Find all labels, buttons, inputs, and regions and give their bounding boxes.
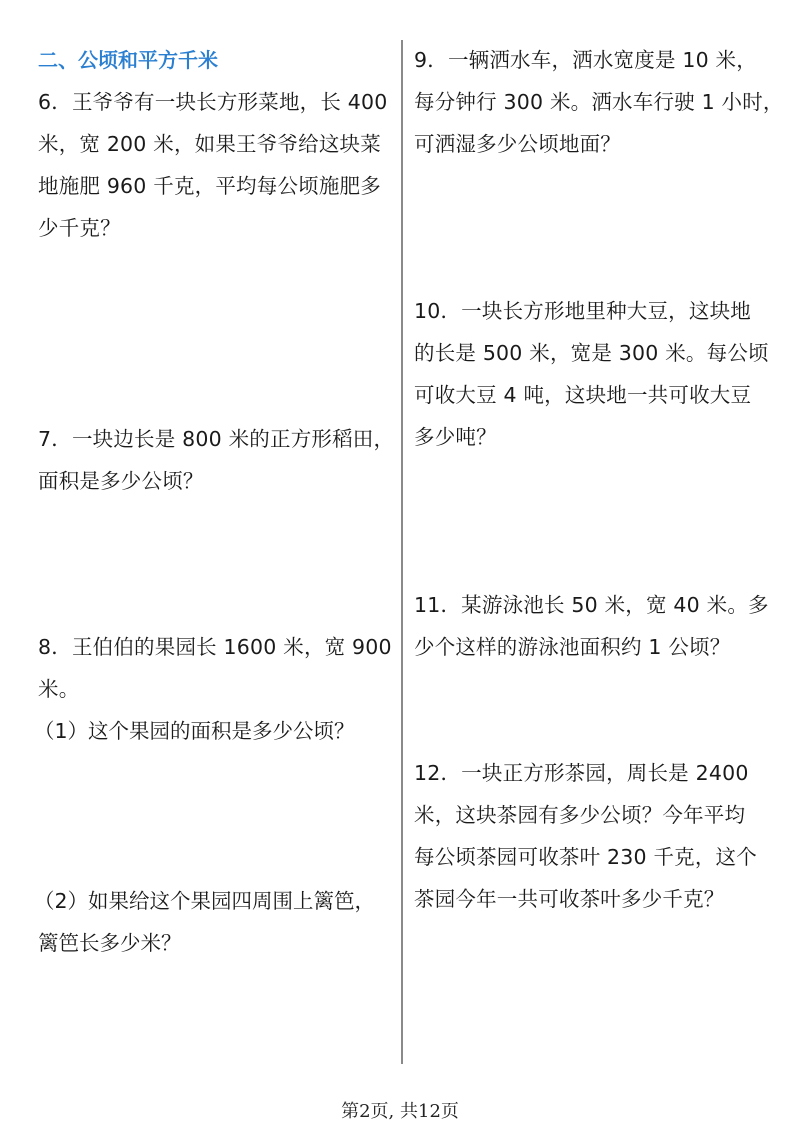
problem-6-line: 地施肥 960 千克，平均每公顷施肥多 xyxy=(38,174,381,198)
problem-9-line: 可洒湿多少公顷地面？ xyxy=(414,132,621,156)
section-title: 二、公顷和平方千米 xyxy=(38,48,218,72)
problem-6 xyxy=(38,81,390,249)
problem-8-line: 米。 xyxy=(38,677,80,701)
problem-10-line: 10．一块长方形地里种大豆，这块地 xyxy=(414,299,751,323)
problem-8-subquestion-2 xyxy=(34,880,386,964)
subquestion-line: 篱笆长多少米？ xyxy=(38,931,182,955)
page-footer: 第2页, 共12页 xyxy=(341,1101,459,1122)
subquestion-line: （1）这个果园的面积是多少公顷？ xyxy=(34,719,355,743)
problem-7-line: 7．一块边长是 800 米的正方形稻田， xyxy=(38,427,395,451)
problem-8-line: 8．王伯伯的果园长 1600 米，宽 900 xyxy=(38,635,392,659)
problem-8 xyxy=(38,626,390,710)
problem-12-line: 米，这块茶园有多少公顷？今年平均 xyxy=(414,803,746,827)
problem-10-line: 的长是 500 米，宽是 300 米。每公顷 xyxy=(414,341,769,365)
problem-6-line: 米，宽 200 米，如果王爷爷给这块菜 xyxy=(38,132,381,156)
problem-12-line: 每公顷茶园可收茶叶 230 千克，这个 xyxy=(414,845,757,869)
problem-10-line: 可收大豆 4 吨，这块地一共可收大豆 xyxy=(414,383,752,407)
problem-7-line: 面积是多少公顷？ xyxy=(38,469,204,493)
problem-8-subquestion-1 xyxy=(34,710,386,752)
problem-10 xyxy=(414,290,770,458)
problem-9-line: 9．一辆洒水车，洒水宽度是 10 米， xyxy=(414,48,757,72)
problem-12-line: 12．一块正方形茶园，周长是 2400 xyxy=(414,761,749,785)
problem-11 xyxy=(414,584,770,668)
problem-6-line: 少千克？ xyxy=(38,216,121,240)
problem-11-line: 少个这样的游泳池面积约 1 公顷？ xyxy=(414,635,731,659)
problem-9-line: 每分钟行 300 米。洒水车行驶 1 小时， xyxy=(414,90,784,114)
problem-9 xyxy=(414,39,784,165)
problem-7 xyxy=(38,418,395,502)
column-divider xyxy=(401,40,403,1064)
subquestion-line: （2）如果给这个果园四周围上篱笆， xyxy=(34,889,376,913)
problem-6-line: 6．王爷爷有一块长方形菜地，长 400 xyxy=(38,90,388,114)
problem-11-line: 11．某游泳池长 50 米，宽 40 米。多 xyxy=(414,593,769,617)
problem-10-line: 多少吨？ xyxy=(414,425,497,449)
problem-12-line: 茶园今年一共可收茶叶多少千克？ xyxy=(414,887,725,911)
problem-12 xyxy=(414,752,770,920)
